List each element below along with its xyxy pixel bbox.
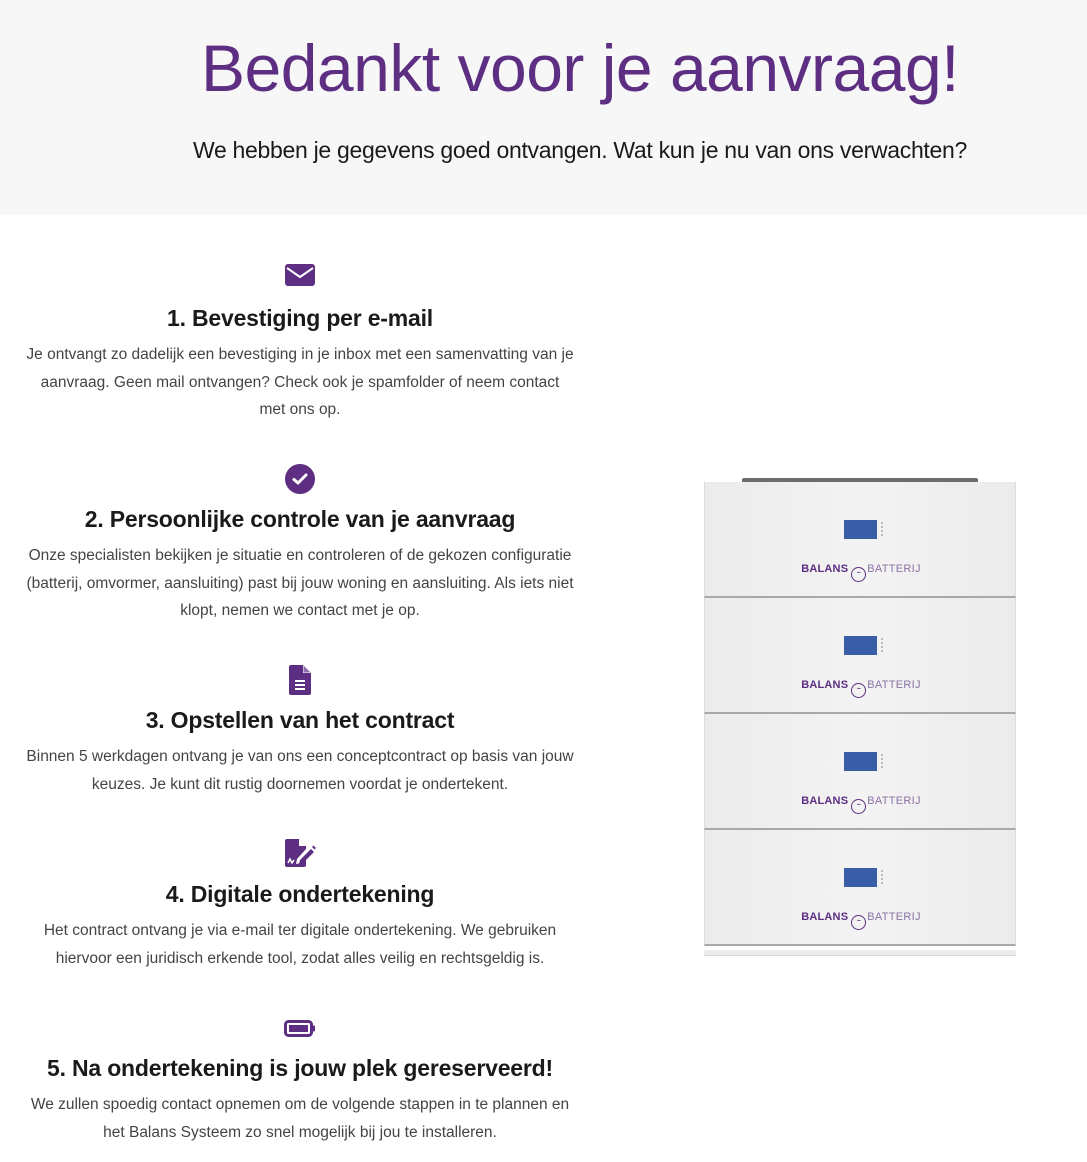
- battery-display: [844, 636, 877, 655]
- brand-logo: BALANS ~ BATTERIJ: [705, 794, 1017, 814]
- brand-logo: BALANS ~ BATTERIJ: [705, 910, 1017, 930]
- signature-icon: [20, 838, 580, 870]
- step-1: [20, 262, 580, 424]
- step-title: 3. Opstellen van het contract: [145, 707, 455, 733]
- check-circle-icon: [20, 463, 580, 495]
- envelope-icon: [20, 262, 580, 294]
- step-3: [20, 664, 580, 798]
- step-title: 5. Na ondertekening is jouw plek gereserveerd!: [47, 1055, 553, 1081]
- step-4: [20, 838, 580, 972]
- battery-display: [844, 752, 877, 771]
- page-subtitle: We hebben je gegevens goed ontvangen. Wat kun je nu van ons verwachten?: [192, 137, 968, 163]
- step-description: We zullen spoedig contact opnemen om de volgende stappen in te plannen en het Balans Systeem zo snel mogelijk bij jou te installeren.: [30, 1096, 570, 1141]
- document-icon: [20, 664, 580, 696]
- battery-display: [844, 520, 877, 539]
- step-title: 1. Bevestiging per e-mail: [167, 305, 433, 331]
- battery-module-3: [704, 714, 1016, 830]
- battery-display: [844, 868, 877, 887]
- indicator-leds: [881, 522, 883, 538]
- battery-module-2: [704, 598, 1016, 714]
- step-description: Onze specialisten bekijken je situatie en controleren of de gekozen configuratie (batterij, omvormer, aansluiting) past bij jouw woning en aansluiting. Als iets niet klopt, nemen we contact met je op.: [26, 547, 574, 619]
- step-2: [20, 463, 580, 625]
- hero-banner: [0, 0, 1087, 215]
- wave-logo-icon: ~: [851, 567, 866, 582]
- step-description: Binnen 5 werkdagen ontvang je van ons een conceptcontract op basis van jouw keuzes. Je kunt dit rustig doornemen voordat je ondertekent.: [26, 748, 574, 793]
- brand-logo: BALANS ~ BATTERIJ: [705, 678, 1017, 698]
- wave-logo-icon: ~: [851, 799, 866, 814]
- battery-module-1: [704, 482, 1016, 598]
- step-description: Het contract ontvang je via e-mail ter digitale ondertekening. We gebruiken hiervoor een juridisch erkende tool, zodat alles veilig en rechtsgeldig is.: [43, 922, 557, 967]
- battery-product-image: [704, 478, 1016, 958]
- wave-logo-icon: ~: [851, 915, 866, 930]
- step-title: 4. Digitale ondertekening: [165, 881, 435, 907]
- battery-full-icon: [20, 1012, 580, 1044]
- page-title: Bedankt voor je aanvraag!: [200, 31, 959, 105]
- step-description: Je ontvangt zo dadelijk een bevestiging in je inbox met een samenvatting van je aanvraag. Geen mail ontvangen? Check ook je spamfolder of neem contact met ons op.: [26, 346, 574, 418]
- step-5: [20, 1012, 580, 1146]
- step-title: 2. Persoonlijke controle van je aanvraag: [84, 506, 516, 532]
- indicator-leds: [881, 754, 883, 770]
- battery-base: [704, 950, 1016, 956]
- wave-logo-icon: ~: [851, 683, 866, 698]
- indicator-leds: [881, 870, 883, 886]
- brand-logo: BALANS ~ BATTERIJ: [705, 562, 1017, 582]
- indicator-leds: [881, 638, 883, 654]
- battery-module-4: [704, 830, 1016, 946]
